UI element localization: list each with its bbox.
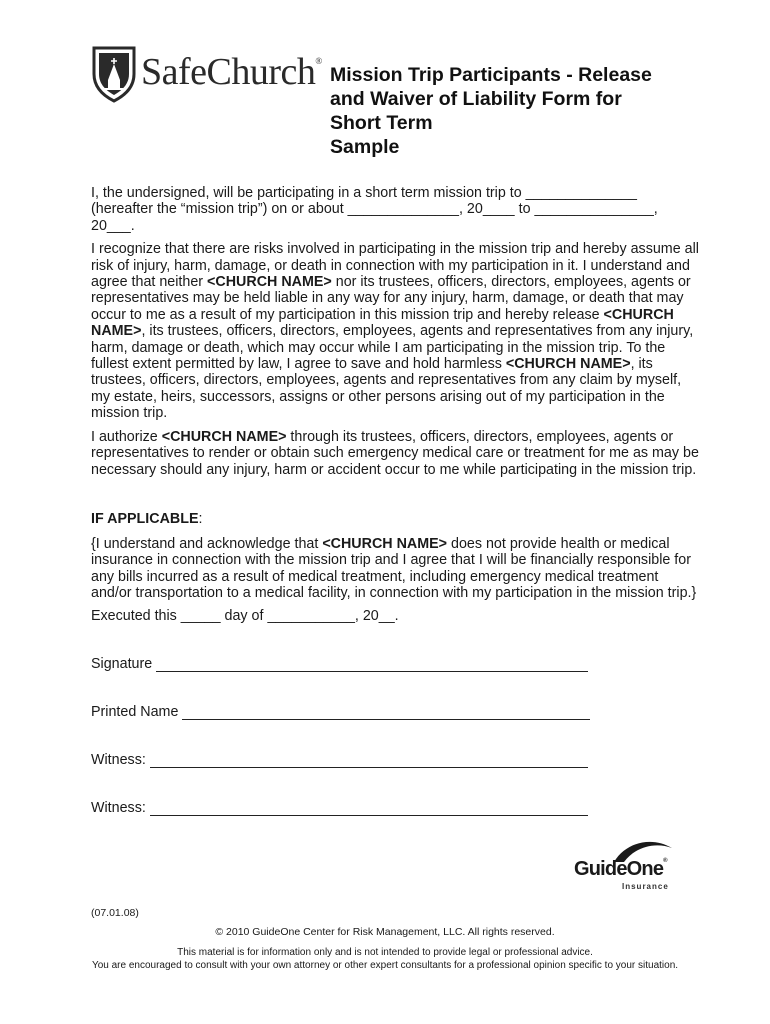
title-line: Sample <box>330 136 400 158</box>
church-name-placeholder: NAME> <box>91 323 142 340</box>
text-line: necessary should any injury, harm or accident occur to me while participating in the mission trip. <box>91 461 697 478</box>
church-name-placeholder: <CHURCH NAME> <box>161 428 287 445</box>
safechurch-logo <box>90 44 320 108</box>
authorize-paragraph <box>91 428 699 478</box>
guideone-insurance: Insurance <box>622 882 669 891</box>
church-name-placeholder: <CHURCH NAME> <box>322 536 448 552</box>
title-line: Short Term <box>330 112 433 134</box>
guideone-logo <box>572 838 676 894</box>
witness-line[interactable] <box>150 802 588 816</box>
copyright-text: © 2010 GuideOne Center for Risk Management, LLC. All rights reserved. <box>215 926 555 938</box>
date-code: (07.01.08) <box>91 907 139 919</box>
text-line: my estate, heirs, successors, assigns or other persons arising out of my participation in the <box>91 388 665 405</box>
signature-field[interactable] <box>91 656 588 672</box>
printed-name-label: Printed Name <box>91 704 179 720</box>
text-line: harm, damage or death, which may occur while I am participating in the mission trip. To the <box>91 339 666 356</box>
text-line: agree that neither <CHURCH NAME> nor its trustees, officers, directors, employees, agents or <box>91 274 691 291</box>
form-title <box>330 63 670 159</box>
text-line: insurance in connection with the mission trip and I agree that I will be financially responsible for <box>91 552 691 569</box>
disclaimer-line: This material is for information only and is not intended to provide legal or professional advice. <box>177 947 593 958</box>
disclaimer <box>0 946 770 972</box>
if-applicable-paragraph <box>91 536 697 602</box>
text-line: fullest extent permitted by law, I agree to save and hold harmless <CHURCH NAME>, its <box>91 356 653 373</box>
church-name-placeholder: <CHURCH NAME> <box>207 274 332 291</box>
text-line: 20___. <box>91 217 135 234</box>
text-line: representatives to render or obtain such emergency medical care or treatment for me as may be <box>91 445 699 462</box>
text-line: I, the undersigned, will be participating in a short term mission trip to ______________ <box>91 185 637 201</box>
text-line: (hereafter the “mission trip”) on or about ______________, 20____ to _______________, <box>91 201 658 218</box>
text-line: and/or transportation to a medical facility, in connection with my participation in the mission trip.} <box>91 585 697 602</box>
text-line: trustees, officers, directors, employees, agents and representatives from any claim by myself, <box>91 372 682 389</box>
printed-name-field[interactable] <box>91 704 590 720</box>
witness-field-1[interactable] <box>91 752 588 768</box>
intro-paragraph <box>91 185 691 234</box>
text-line: occur to me as a result of my participation in this mission trip and hereby release <CHURCH <box>91 306 674 323</box>
text-line: I authorize <CHURCH NAME> through its trustees, officers, directors, employees, agents or <box>91 428 674 445</box>
witness-field-2[interactable] <box>91 800 588 816</box>
executed-date-line[interactable]: Executed this _____ day of ___________, 20__. <box>91 608 399 624</box>
church-shield-icon <box>90 44 138 104</box>
text-line: NAME>, its trustees, officers, directors, employees, agents and representatives from any injury, <box>91 323 694 340</box>
text-line: any bills incurred as a result of medical treatment, including emergency medical treatment <box>91 568 659 585</box>
disclaimer-line: You are encouraged to consult with your own attorney or other expert consultants for a professional opinion specific to your situation. <box>91 960 679 971</box>
text-line: I recognize that there are risks involved in participating in the mission trip and hereby assume all <box>91 241 699 258</box>
printed-name-line[interactable] <box>182 706 590 720</box>
church-name-placeholder: <CHURCH NAME> <box>505 356 631 373</box>
title-line: and Waiver of Liability Form for <box>330 88 622 110</box>
text-line: {I understand and acknowledge that <CHURCH NAME> does not provide health or medical <box>91 536 670 552</box>
text-line: risk of injury, harm, damage, or death in connection with my participation in it. I understand and <box>91 257 690 274</box>
witness-line[interactable] <box>150 754 588 768</box>
brand-name: SafeChurch® <box>141 51 322 93</box>
text-line: mission trip. <box>91 405 168 422</box>
text-line: representatives may be held liable in any way for any injury, harm, damage, or death that may <box>91 290 684 307</box>
witness-label: Witness: <box>91 800 146 816</box>
guideone-name: GuideOne® <box>574 858 667 880</box>
witness-label: Witness: <box>91 752 146 768</box>
risk-paragraph <box>91 241 699 422</box>
form-body <box>91 185 699 485</box>
if-applicable-heading: IF APPLICABLE: <box>91 511 203 527</box>
church-name-placeholder: <CHURCH <box>603 306 674 323</box>
signature-line[interactable] <box>156 658 588 672</box>
signature-label: Signature <box>91 656 153 672</box>
title-line: Mission Trip Participants - Release <box>330 64 652 86</box>
